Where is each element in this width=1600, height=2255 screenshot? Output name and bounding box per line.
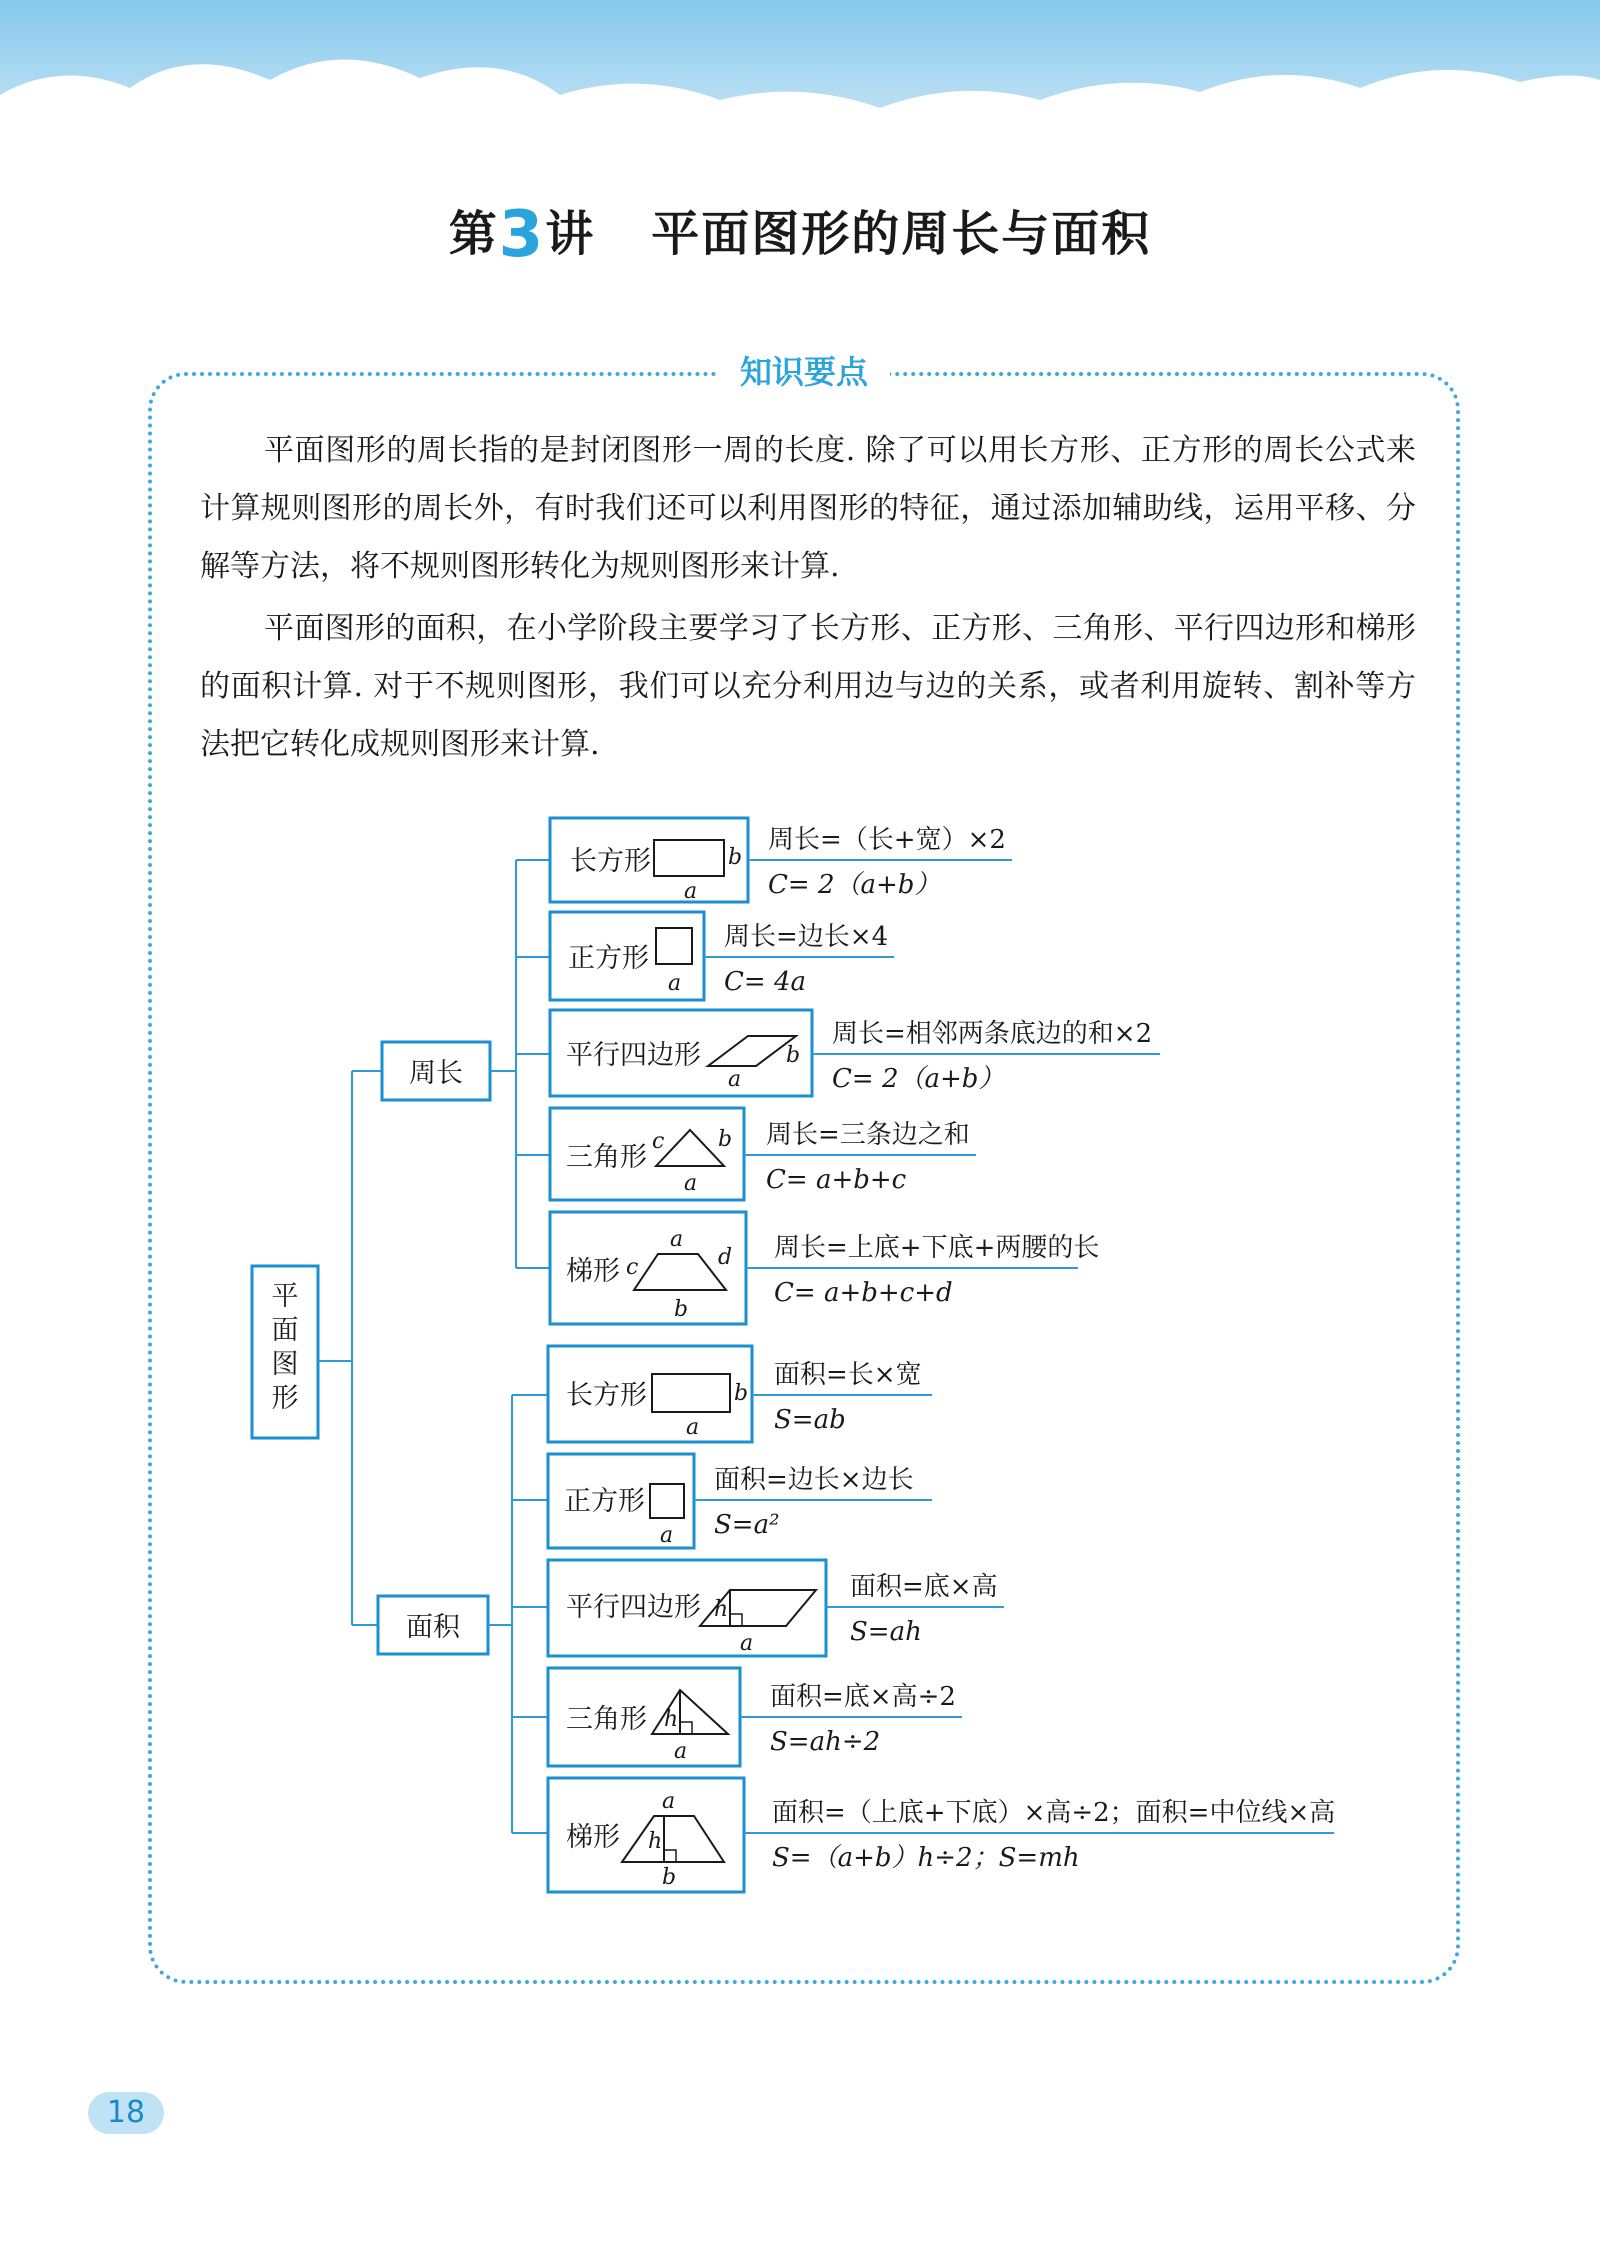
page-number: 18 [88,2092,164,2134]
paragraph-area: 平面图形的面积，在小学阶段主要学习了长方形、正方形、三角形、平行四边形和梯形的面积计算. 对于不规则图形，我们可以充分利用边与边的关系，或者利用旋转、割补等方法把它转化成规则图形来计算. [200,611,1416,762]
label-a: a [684,879,698,904]
label-a: a [668,971,682,996]
area-parallelogram-symbolic: S=ah [850,1617,922,1647]
title-suffix: 讲 [545,206,596,262]
area-triangle-name: 三角形 [566,1704,647,1735]
title-prefix: 第 [448,206,499,262]
perimeter-square-formula: 周长=边长×4 [724,922,889,952]
label-b: b [674,1297,689,1322]
perimeter-parallelogram-formula: 周长=相邻两条底边的和×2 [832,1019,1153,1049]
perimeter-rectangle-formula: 周长=（长+宽）×2 [768,825,1006,855]
rectangle-shape-icon [654,840,724,876]
perimeter-triangle-symbolic: C= a+b+c [766,1165,907,1195]
area-square-symbolic: S=a² [714,1510,780,1540]
label-b: b [786,1043,801,1068]
lecture-number: 3 [498,198,546,272]
label-h: h [648,1829,663,1854]
right-angle-mark [664,1850,676,1862]
trapezoid-shape-icon [622,1816,724,1862]
section-title: 知识要点 [718,348,890,396]
parallelogram-shape-icon [708,1036,796,1066]
area-parallelogram-formula: 面积=底×高 [850,1572,998,1602]
area-trapezoid-symbolic: S=（a+b）h÷2；S=mh [772,1843,1080,1873]
perimeter-parallelogram-name: 平行四边形 [566,1040,701,1071]
right-angle-mark [730,1614,742,1626]
perimeter-square-name: 正方形 [568,943,649,974]
trapezoid-shape-icon [634,1254,726,1290]
perimeter-rectangle-name: 长方形 [570,846,651,877]
area-parallelogram-name: 平行四边形 [566,1592,701,1623]
area-rectangle-symbolic: S=ab [774,1405,846,1435]
label-b: b [662,1865,677,1890]
label-b: b [734,1381,749,1406]
label-a: a [660,1523,674,1548]
label-a: a [684,1171,698,1196]
root-label: 平面图形 [271,1281,299,1414]
square-shape-icon [656,928,692,964]
label-a: a [740,1631,754,1656]
area-triangle-symbolic: S=ah÷2 [770,1727,881,1757]
label-d: d [718,1245,733,1270]
perimeter-label: 周长 [409,1058,463,1089]
label-c: c [626,1255,639,1280]
right-angle-mark [680,1722,692,1734]
area-square-formula: 面积=边长×边长 [714,1465,914,1495]
label-b: b [728,845,743,870]
label-a: a [728,1067,742,1092]
square-shape-icon [650,1484,684,1518]
perimeter-parallelogram-symbolic: C= 2（a+b） [832,1064,1005,1094]
label-a: a [686,1415,700,1440]
area-trapezoid-name: 梯形 [566,1822,620,1853]
perimeter-square-symbolic: C= 4a [724,967,806,997]
label-a: a [674,1739,688,1764]
area-rectangle-formula: 面积=长×宽 [774,1360,922,1390]
label-h: h [714,1597,729,1622]
label-a: a [662,1789,676,1814]
perimeter-triangle-formula: 周长=三条边之和 [766,1120,970,1150]
area-label: 面积 [406,1612,460,1643]
rectangle-shape-icon [652,1374,730,1412]
area-trapezoid-formula: 面积=（上底+下底）×高÷2；面积=中位线×高 [772,1798,1336,1828]
title-text: 平面图形的周长与面积 [651,206,1152,262]
perimeter-trapezoid-formula: 周长=上底+下底+两腰的长 [774,1233,1100,1263]
perimeter-trapezoid-name: 梯形 [566,1256,620,1287]
label-a: a [670,1227,684,1252]
triangle-shape-icon [656,1130,724,1166]
area-rectangle-name: 长方形 [566,1380,647,1411]
label-b: b [718,1127,733,1152]
paragraph-perimeter: 平面图形的周长指的是封闭图形一周的长度. 除了可以用长方形、正方形的周长公式来计算规则图形的周长外，有时我们还可以利用图形的特征，通过添加辅助线，运用平移、分解等方法，将不规则图形转化为规则图形来计算. [200,433,1416,584]
perimeter-trapezoid-symbolic: C= a+b+c+d [774,1278,953,1308]
area-triangle-formula: 面积=底×高÷2 [770,1682,956,1712]
perimeter-triangle-name: 三角形 [566,1142,647,1173]
perimeter-rectangle-symbolic: C= 2（a+b） [768,870,941,900]
label-h: h [664,1707,679,1732]
area-square-name: 正方形 [564,1486,645,1517]
label-c: c [652,1129,665,1154]
